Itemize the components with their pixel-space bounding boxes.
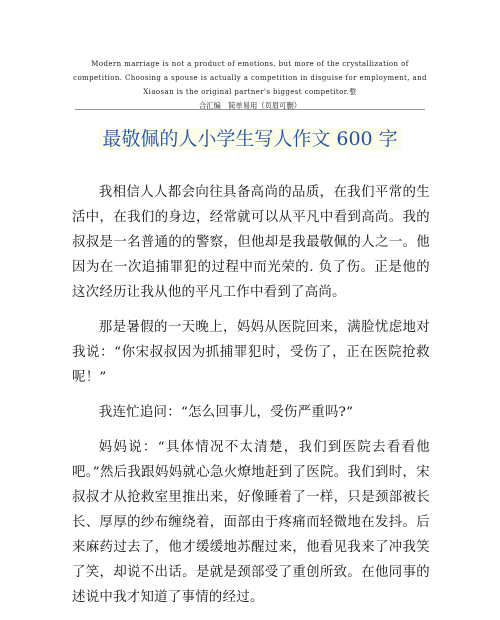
header-subtitle: 合汇编 简单易用（页眉可删） [198, 101, 302, 110]
page-header [70, 57, 430, 113]
paragraph: 我连忙追问：“怎么回事儿，受伤严重吗?” [98, 405, 354, 420]
paragraph: 妈妈说：“具体情况不太清楚，我们到医院去看看他吧。”然后我跟妈妈就心急火燎地赶到了医院。我们到时，宋叔叔才从抢救室里推出来，好像睡着了一样，只是颈部被长长、厚厚的纱布缠绕着，面部由于疼痛而轻微地在发抖。后来麻药过去了，他才缓缓地苏醒过来，他看见我来了冲我笑了笑，却说不出话。是就是颈部受了重创所致。在他同事的述说中我才知道了事情的经过。 [72, 440, 430, 605]
paragraph: 我相信人人都会向往具备高尚的品质，在我们平常的生活中，在我们的身边，经常就可以从平凡中看到高尚。我的叔叔是一名普通的的警察，但他却是我最敬佩的人之一。他因为在一次追捕罪犯的过程中而光荣的. 负了伤。正是他的这次经历让我从他的平凡工作中看到了高尚。 [72, 185, 430, 300]
document-title: 最敬佩的人小学生写人作文 600 字 [99, 128, 400, 150]
document-title-wrap [0, 125, 500, 153]
document-body [72, 180, 430, 620]
header-divider [75, 109, 425, 110]
paragraph: 那是暑假的一天晚上，妈妈从医院回来，满脸忧虑地对我说：“你宋叔叔因为抓捕罪犯时，受伤了，正在医院抢救呢！” [72, 320, 430, 385]
header-english-text: Modern marriage is not a product of emotions, but more of the crystallization of competition. Choosing a spouse is actually a competition in disguise for employment, and Xiaosan is the original partner's biggest competitor.整 [73, 60, 427, 96]
